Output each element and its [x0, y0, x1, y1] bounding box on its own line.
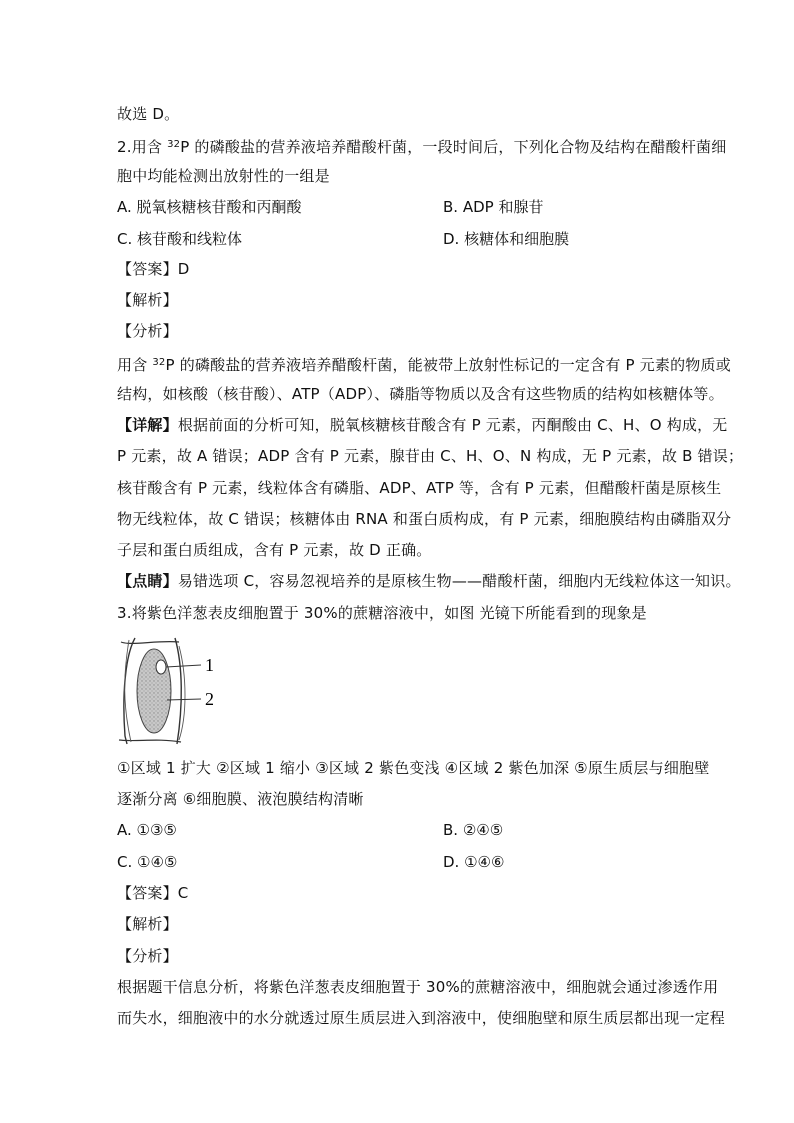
q2-jiexi-heading: 【解析】 — [117, 291, 178, 309]
text-fragment: 易错选项 C，容易忽视培养的是原核生物——醋酸杆菌，细胞内无线粒体这一知识。 — [177, 572, 741, 590]
q2-xiangjie-line-1 — [117, 415, 728, 435]
question-2-stem — [117, 135, 727, 157]
leader-line-2 — [167, 699, 201, 700]
q2-option-b: B. ADP 和腺苷 — [443, 198, 544, 216]
onion-cell-figure — [117, 636, 227, 748]
q2-option-d: D. 核糖体和细胞膜 — [443, 230, 570, 248]
q2-dianjing — [117, 571, 741, 591]
nucleus-region-1 — [156, 660, 166, 674]
q3-option-a: A. ①③⑤ — [117, 821, 177, 839]
q3-option-c: C. ①④⑤ — [117, 853, 178, 871]
q2-xiangjie-line-5: 子层和蛋白质组成，含有 P 元素，故 D 正确。 — [117, 541, 432, 559]
superscript: 32 — [152, 357, 166, 368]
q2-fenxi-line-1 — [117, 353, 731, 375]
figure-label-1: 1 — [205, 655, 214, 675]
text-fragment: 用含 — [117, 356, 153, 374]
section-label: 【点睛】 — [117, 572, 178, 590]
q3-fenxi-line-2: 而失水，细胞液中的水分就透过原生质层进入到溶液中，使细胞壁和原生质层都出现一定程 — [117, 1009, 726, 1027]
superscript: 32 — [167, 139, 181, 150]
cell-wall — [125, 640, 131, 742]
cell-wall — [175, 638, 181, 744]
text-fragment: 根据前面的分析可知，脱氧核糖核苷酸含有 P 元素，丙酮酸由 C、H、O 构成，无 — [177, 416, 728, 434]
q3-fenxi-heading: 【分析】 — [117, 947, 178, 965]
cell-wall — [121, 642, 179, 644]
cell-wall — [124, 638, 135, 744]
q3-option-b: B. ②④⑤ — [443, 821, 504, 839]
q2-option-a: A. 脱氧核糖核苷酸和丙酮酸 — [117, 198, 302, 216]
q3-fenxi-line-1: 根据题干信息分析，将紫色洋葱表皮细胞置于 30%的蔗糖溶液中，细胞就会通过渗透作用 — [117, 978, 719, 996]
q3-answer: 【答案】C — [117, 884, 189, 902]
q2-option-c: C. 核苷酸和线粒体 — [117, 230, 243, 248]
question-3-stem: 3.将紫色洋葱表皮细胞置于 30%的蔗糖溶液中，如图 光镜下所能看到的现象是 — [117, 604, 647, 622]
q2-fenxi-line-2: 结构，如核酸（核苷酸）、ATP（ADP）、磷脂等物质以及含有这些物质的结构如核糖体等。 — [117, 385, 724, 403]
text-fragment: 2.用含 — [117, 138, 168, 156]
q3-jiexi-heading: 【解析】 — [117, 915, 178, 933]
text-fragment: P 的磷酸盐的营养液培养醋酸杆菌，一段时间后，下列化合物及结构在醋酸杆菌细 — [180, 138, 727, 156]
q3-option-d: D. ①④⑥ — [443, 853, 505, 871]
text-fragment: P 的磷酸盐的营养液培养醋酸杆菌，能被带上放射性标记的一定含有 P 元素的物质或 — [165, 356, 731, 374]
q3-items-line-1: ①区域 1 扩大 ②区域 1 缩小 ③区域 2 紫色变浅 ④区域 2 紫色加深 ⑤原生质层与细胞壁 — [117, 759, 710, 777]
q3-items-line-2: 逐渐分离 ⑥细胞膜、液泡膜结构清晰 — [117, 790, 364, 808]
q2-xiangjie-line-4: 物无线粒体，故 C 错误；核糖体由 RNA 和蛋白质构成，有 P 元素，细胞膜结构由磷脂双分 — [117, 510, 732, 528]
vacuole-region-2 — [137, 649, 171, 733]
q2-xiangjie-line-3: 核苷酸含有 P 元素，线粒体含有磷脂、ADP、ATP 等，含有 P 元素，但醋酸杆菌是原核生 — [117, 479, 722, 497]
figure-label-2: 2 — [205, 689, 214, 709]
question-2-stem-line-2: 胞中均能检测出放射性的一组是 — [117, 167, 330, 185]
section-label: 【详解】 — [117, 416, 178, 434]
q2-xiangjie-line-2: P 元素，故 A 错误；ADP 含有 P 元素，腺苷由 C、H、O、N 构成，无 P 元素，故 B 错误； — [117, 447, 744, 465]
q2-answer: 【答案】D — [117, 260, 190, 278]
cell-wall — [119, 740, 181, 742]
text-line: 故选 D。 — [117, 105, 180, 123]
q2-fenxi-heading: 【分析】 — [117, 322, 178, 340]
